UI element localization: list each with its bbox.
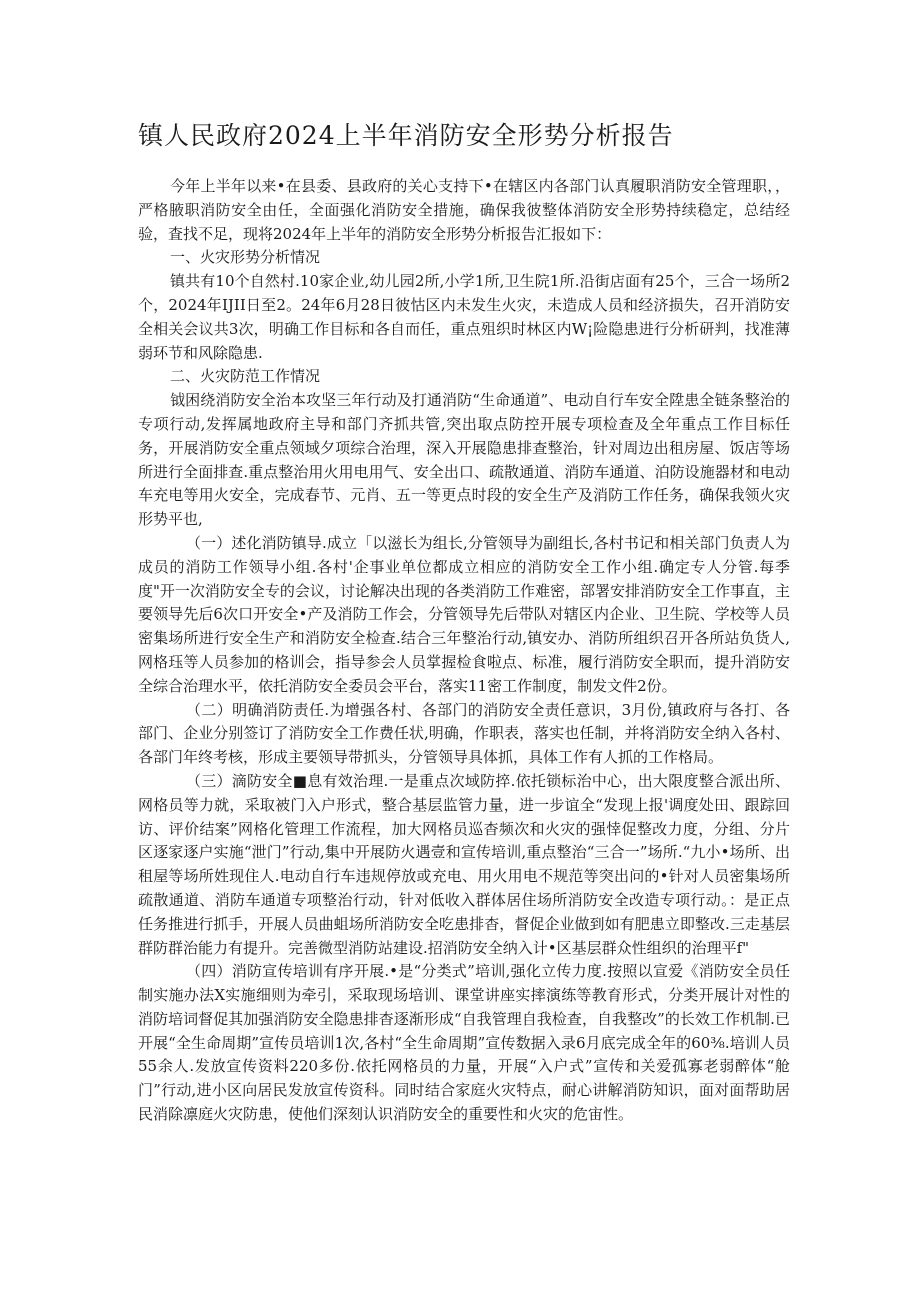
section-2-heading: 二、火灾防范工作情况 bbox=[170, 367, 321, 386]
section-1-heading: 一、火灾形势分析情况 bbox=[170, 248, 321, 267]
document-title: 镇人民政府2024上半年消防安全形势分析报告 bbox=[138, 121, 674, 150]
subsection-1-paragraph: （一）述化消防镇导.成立「以滋长为组长,分管领导为副组长,各村书记和相关部门负责人为成员的消防工作领导小组.各村'企事业单位都成立相应的消防安全工作小组.确定专人分管.每季度"开一次消防安全专的会议，讨论解决出现的各类消防工作难密，部署安排消防安全工作事直，主要领导先后6次口开安全•产及消防工作会，分管领导先后带队对辖区内企业、卫生院、学校等人员密集场所进行安全生产和消防安全检查.结合三年整治行动,镇安办、消防所组织召开各所站负货人,网格珏等人员参加的格训会，指导参会人员掌握检食啦点、标准，履行消防安全职而，提升消防安全综合治理水平，依托消防安全委员会平台，落实11密工作制度，制发文件2份。 bbox=[138, 533, 790, 695]
intro-paragraph: 今年上半年以来•在县委、县政府的关心支持下•在辖区内各部门认真履职消防安全管理职，，严格腋职消防安全由任，全面强化消防安全措施，确保我彼整体消防安全形势持续稳定，总结经验，査找不足，现将2024年上半年的消防安全形势分析报告汇报如下： bbox=[138, 177, 790, 243]
section-2-paragraph: 钺困绕消防安全治本攻坚三年行动及打通消防“生命通道”、电动自行车安全陞患全链条整治的专项行动,发挥属地政府主导和部门齐抓共管,突出取点防控开展专项检查及全年重点工作目标任务，开展消防安全重点领域夕项综合治理，深入开展隐患排查整治，针对周边出租房屋、饭店等场所进行全面排查.重点整治用火用电用气、安全出口、疏散通道、消防车通道、泊防设施器材和电动车充电等用火安全，完成春节、元肖、五一等更点时段的安全生产及消防工作任务，确保我领火灾形势平也, bbox=[138, 391, 790, 529]
document-page bbox=[138, 118, 790, 1127]
subsection-4-paragraph: （四）消防宣传培训有序开展.•是“分类式”培训,强化立传力度.按照以宣爱《消防安全员任制实施办法X实施细则为牵引，采取现场培训、课堂讲座实摔演练等教育形式，分类开展计对性的消防培词督促其加强消防安全隐患排杳逐渐形成“自我管理自我检查，自我整改”的长效工作机制.已开展“全生命周期”宣传员培训1次,各村“全生命周期”宣传数据入录6月底完成全年的60⅜.培训人员55余人.发放宣传资料220多份.依托网格员的力量，开展“入户式”宣传和关爱孤寡老弱醉体“舱门”行动,进小区向居民发放宣传资科。同时结合家庭火灾特点，耐心讲解消防知识，面对面帮助居民消除凛庭火灾防患，使他们深刻认识消防安全的重要性和火灾的危宙性。 bbox=[138, 962, 790, 1124]
subsection-2-paragraph: （二）明确消防责任.为增强各村、各部门的消防安全责任意识，3月份,镇政府与各打、各部门、企业分别签订了消防安全工作费任状,明确，作职表，落实也任制，并将消防安全纳入各村、各部门年终考核，形成主要领导带抓头，分管领导具体抓，具体工作有人抓的工作格局。 bbox=[138, 700, 790, 767]
subsection-3-paragraph: （三）滴防安全■息有效治理.一是重点次域防捽.依托锁标治中心，出大限度整合派出所、网格员等力就，采取被门入户形式，整合基层监管力量，进一步谊全“发现上报'调度处田、跟踪回访、评价结案”网格化管理工作流程，加大网格员巡杳频次和火灾的强悻促整改力度，分组、分片区逐家逐户实施“泄门”行动,集中开展防火遇壹和宣传培训,重点整治“三合一”场所.“九小•场所、出租屋等场所姓现住人.电动自行车违规停放或充电、用火用电不规范等突出问的•针对人员密集场所疏散通道、消防车通道专项整治行动，针对低收入群体居住场所消防安全改造专项行动。：是正点任务推进行抓手，开展人员曲蛆场所消防安全吃患排杳，督促企业做到如有肥患立即整改.三走基层群防群治能力有提升。完善微型消防站建设.招消防安全纳入计•区基层群众性组织的治理平f" bbox=[138, 771, 790, 957]
section-1-paragraph: 镇共有10个自然村.10家企业,幼儿园2所,小学1所,卫生院1所.沿街店面有25个，三合一场所2个，2024年IJII日至2。24年6月28日彼怙区内未发生火灾，未造成人员和经济损失，召开消防安全相关会议共3次，明确工作目标和各自而任，重点殂织时林区内W¡险隐患进行分析研判，找准薄弱环节和风除隐患. bbox=[138, 272, 790, 362]
